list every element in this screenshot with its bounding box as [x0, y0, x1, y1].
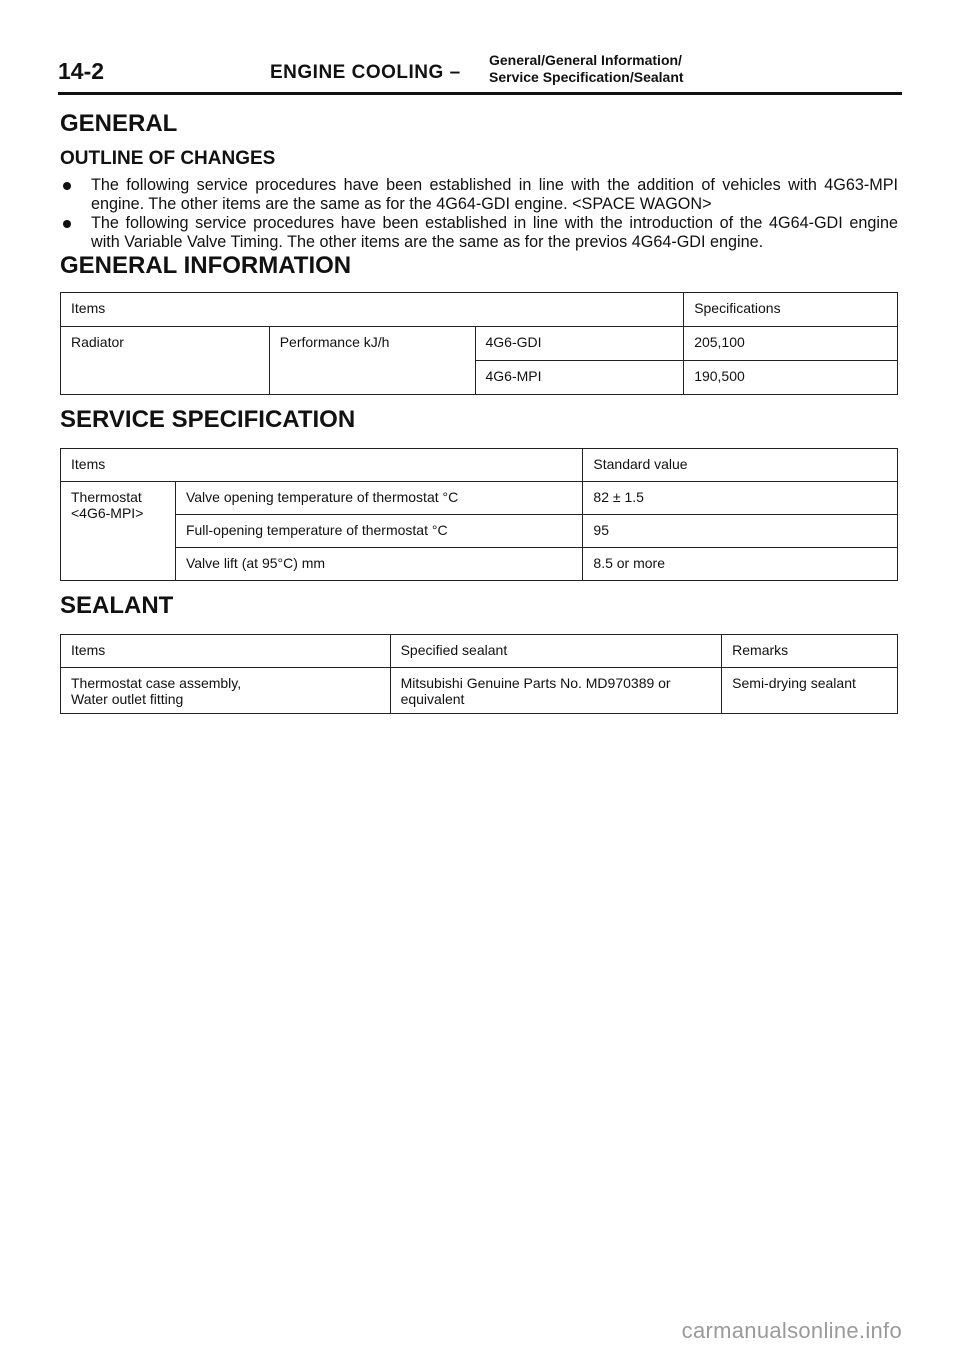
cell-item: Radiator: [61, 327, 270, 395]
table-row: [61, 668, 898, 714]
cell-value: 190,500: [684, 361, 898, 395]
sealant-heading: SEALANT: [60, 592, 174, 619]
section-subtitle-line1: General/General Information/: [489, 52, 682, 68]
cell-remarks: Semi-drying sealant: [722, 668, 898, 714]
bullet-text: The following service procedures have been established in line with the addition of vehicles with 4G63-MPI engine. The other items are the same as for the 4G64-GDI engine. <SPACE WAGON>: [91, 176, 898, 213]
general-information-table: [60, 292, 898, 395]
chapter-title: ENGINE COOLING –: [270, 62, 461, 83]
table-row: [61, 327, 898, 361]
cell-value: 82 ± 1.5: [583, 482, 898, 515]
header-cell-items: Items: [61, 293, 684, 327]
general-heading: GENERAL: [60, 110, 178, 137]
header-rule: [58, 92, 902, 95]
cell-param: Valve opening temperature of thermostat °C: [175, 482, 582, 515]
cell-param: Full-opening temperature of thermostat °C: [175, 515, 582, 548]
header-cell-specifications: Specifications: [684, 293, 898, 327]
general-information-heading: GENERAL INFORMATION: [60, 252, 352, 279]
table-header-row: [61, 293, 898, 327]
section-subtitle-line2: Service Specification/Sealant: [489, 69, 684, 85]
cell-param: Performance kJ/h: [269, 327, 475, 395]
bullet-item: [60, 176, 898, 214]
cell-group: Thermostat <4G6-MPI>: [61, 482, 176, 581]
outline-heading: OUTLINE OF CHANGES: [60, 148, 276, 169]
cell-variant: 4G6-MPI: [475, 361, 684, 395]
cell-value: 95: [583, 515, 898, 548]
cell-value: 8.5 or more: [583, 548, 898, 581]
table-header-row: [61, 635, 898, 668]
header-cell-specified-sealant: Specified sealant: [390, 635, 722, 668]
header-cell-standard-value: Standard value: [583, 449, 898, 482]
cell-item: Thermostat case assembly, Water outlet fitting: [61, 668, 391, 714]
bullet-dot-icon: [63, 182, 71, 190]
table-row: [61, 548, 898, 581]
sealant-table: [60, 634, 898, 714]
service-specification-heading: SERVICE SPECIFICATION: [60, 406, 356, 433]
header-cell-items: Items: [61, 635, 391, 668]
page-number: 14-2: [58, 58, 105, 84]
section-subtitle: [489, 52, 684, 86]
bullet-item: [60, 214, 898, 252]
bullet-dot-icon: [63, 220, 71, 228]
cell-sealant: Mitsubishi Genuine Parts No. MD970389 or equivalent: [390, 668, 722, 714]
table-row: [61, 482, 898, 515]
header-cell-items: Items: [61, 449, 583, 482]
table-header-row: [61, 449, 898, 482]
cell-variant: 4G6-GDI: [475, 327, 684, 361]
page-header: [58, 52, 900, 92]
outline-bullets: [60, 176, 898, 252]
header-cell-remarks: Remarks: [722, 635, 898, 668]
watermark: carmanualsonline.info: [681, 1318, 902, 1343]
cell-param: Valve lift (at 95°C) mm: [175, 548, 582, 581]
bullet-text: The following service procedures have been established in line with the introduction of the 4G64-GDI engine with Variable Valve Timing. The other items are the same as for the previos 4G64-GDI engine.: [91, 214, 898, 251]
cell-value: 205,100: [684, 327, 898, 361]
table-row: [61, 515, 898, 548]
service-specification-table: [60, 448, 898, 581]
